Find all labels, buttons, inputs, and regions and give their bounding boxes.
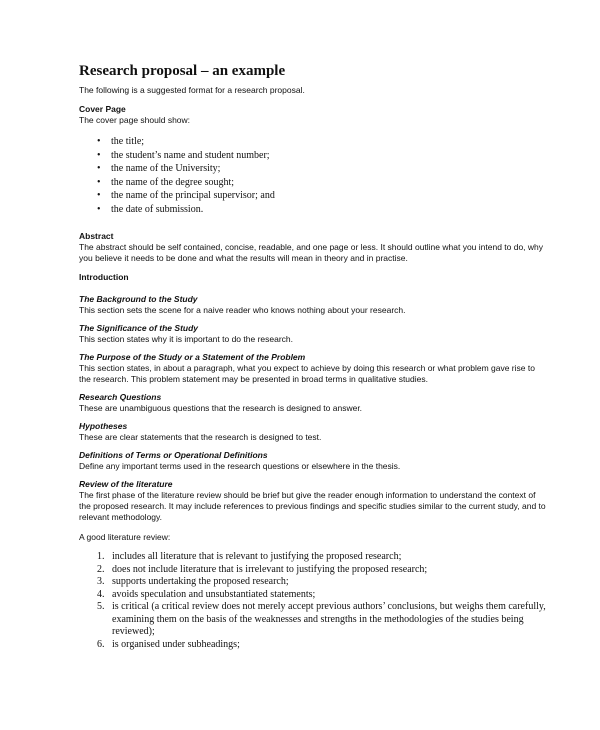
section-heading: The Purpose of the Study or a Statement of the Problem: [79, 352, 306, 362]
section-heading: Research Questions: [79, 392, 162, 402]
list-item: [97, 601, 549, 639]
list-item-text: includes all literature that is relevant to justifying the proposed research;: [112, 551, 402, 562]
document-body: [79, 62, 549, 651]
literature-review-list: [79, 551, 549, 651]
list-item-text: is organised under subheadings;: [112, 638, 240, 650]
list-number: 5.: [97, 601, 105, 612]
list-item: [97, 589, 549, 602]
abstract-text: The abstract should be self contained, concise, readable, and one page or less. It should outline what you intend to do, why you believe it needs to be done and what the results will mean in theory and in practise.: [79, 242, 544, 263]
section-heading: Hypotheses: [79, 421, 128, 431]
list-item: [97, 551, 549, 564]
list-number: 6.: [97, 638, 105, 650]
section-text: These are clear statements that the research is designed to test.: [79, 432, 322, 442]
section-text: This section states why it is important to do the research.: [79, 334, 294, 344]
document-title: Research proposal – an example: [79, 63, 286, 79]
list-item: • the title;: [97, 135, 549, 149]
cover-page-list: [79, 135, 549, 216]
section-heading: Review of the literature: [79, 479, 173, 489]
section-text: This section sets the scene for a naive reader who knows nothing about your research.: [79, 305, 406, 315]
abstract-heading: Abstract: [79, 231, 114, 241]
list-item: • the date of submission.: [97, 203, 549, 217]
section-text: These are unambiguous questions that the research is designed to answer.: [79, 403, 363, 413]
section-heading: The Significance of the Study: [79, 323, 199, 333]
list-number: 3.: [97, 576, 105, 587]
list-item: • the student’s name and student number;: [97, 149, 549, 163]
intro-text: The following is a suggested format for a research proposal.: [79, 85, 305, 95]
list-item-text: does not include literature that is irrelevant to justifying the proposed research;: [112, 563, 428, 575]
section-heading: Definitions of Terms or Operational Definitions: [79, 450, 268, 460]
list-number: 4.: [97, 588, 105, 600]
list-item: [97, 564, 549, 577]
cover-page-heading: Cover Page: [79, 104, 126, 114]
list-item: [97, 576, 549, 589]
list-item-text: supports undertaking the proposed research;: [112, 576, 289, 587]
review-lead-text: A good literature review:: [79, 532, 171, 542]
introduction-heading: Introduction: [79, 272, 129, 282]
list-item: [97, 639, 549, 652]
list-item-text: avoids speculation and unsubstantiated statements;: [112, 588, 316, 600]
list-item: • the name of the degree sought;: [97, 176, 549, 190]
section-text: This section states, in about a paragraph, what you expect to achieve by doing this research or what problem gave rise to the research. This problem statement may be presented in broad terms in qualitative studies.: [79, 363, 535, 384]
list-item-text: is critical (a critical review does not merely accept previous authors’ conclusions, but weighs them carefully, examining them on the basis of the weaknesses and strengths in the methodologies of the studies being reviewed);: [112, 601, 546, 637]
section-text: Define any important terms used in the research questions or elsewhere in the thesis.: [79, 461, 401, 471]
list-item: • the name of the University;: [97, 162, 549, 176]
list-item: • the name of the principal supervisor; and: [97, 189, 549, 203]
cover-page-text: The cover page should show:: [79, 115, 191, 125]
section-text: The first phase of the literature review should be brief but give the reader enough information to understand the context of the proposed research. It may include references to previous findings and specific studies similar to the current study, and to relevant methodology.: [79, 490, 546, 522]
list-number: 2.: [97, 563, 105, 575]
section-heading: The Background to the Study: [79, 294, 198, 304]
list-number: 1.: [97, 551, 105, 562]
